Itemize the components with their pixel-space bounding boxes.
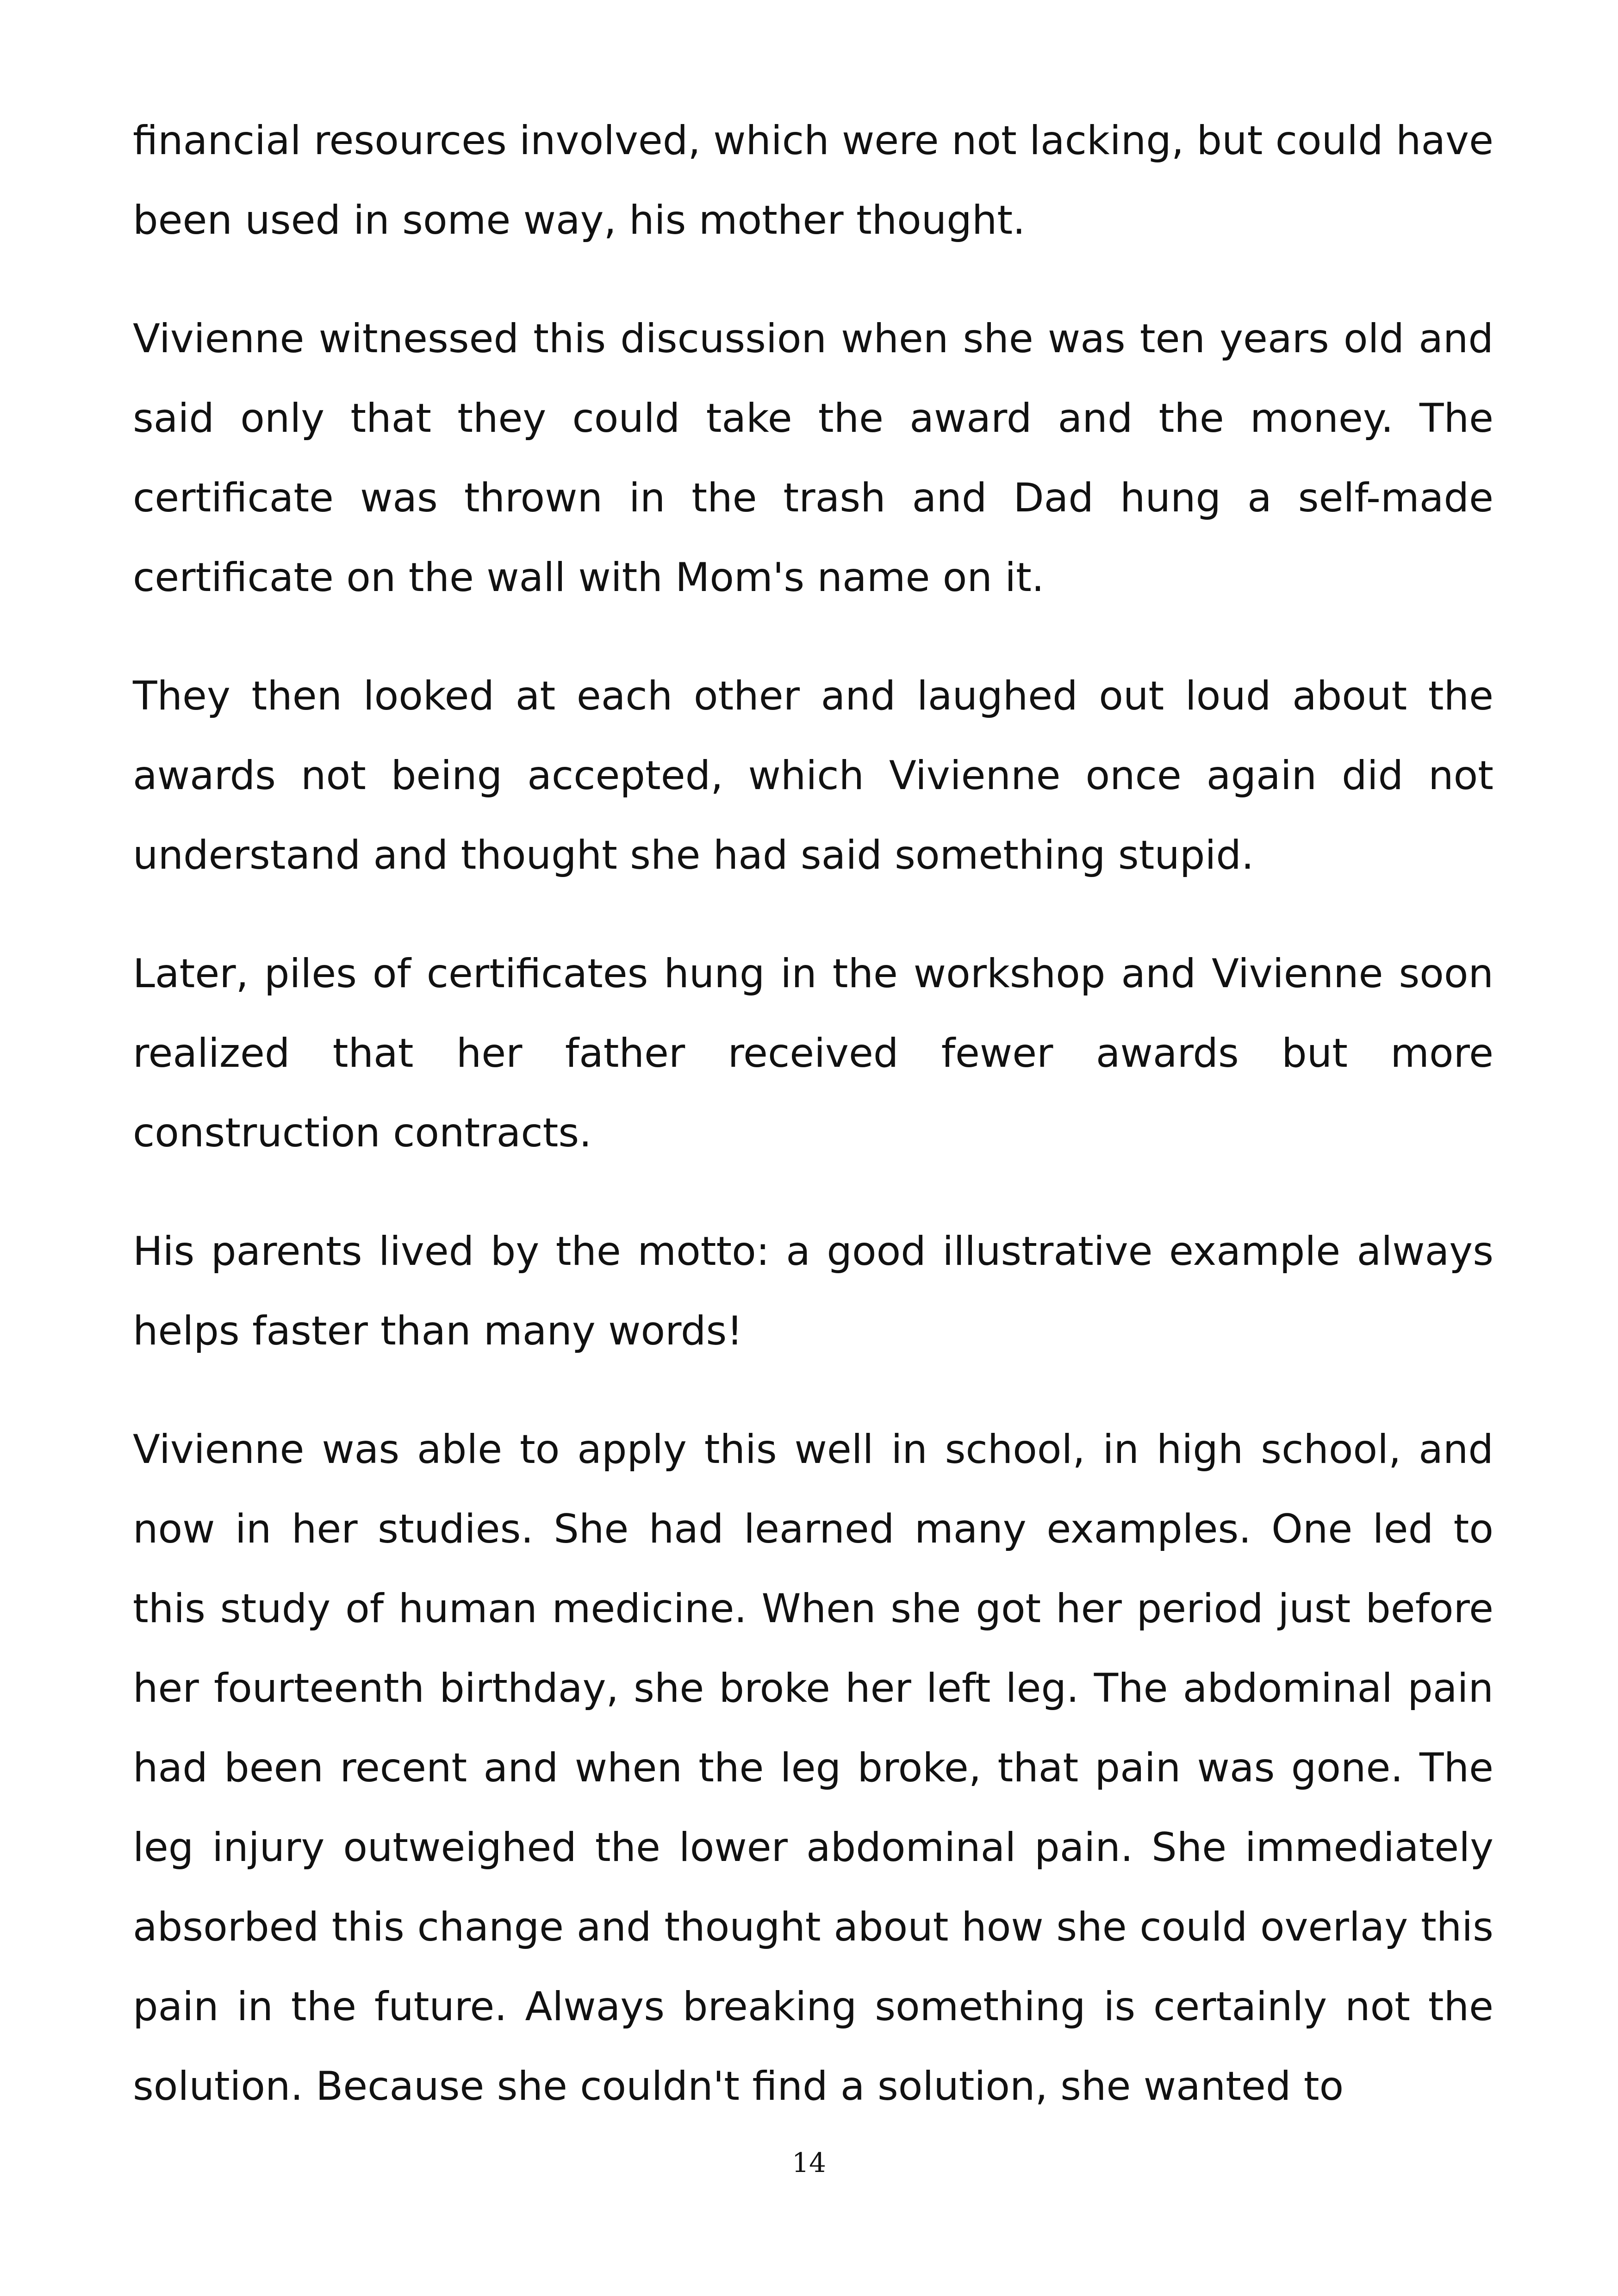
page-number: 14 [792,2147,826,2178]
body-text [133,101,1494,2126]
paragraph-2: Vivienne witnessed this discussion when she was ten years old and said only that they could take the award and the money. The certificate was thrown in the trash and Dad hung a self-made certificate on the wall with Mom's name on it. [133,316,1494,601]
paragraph-3: They then looked at each other and laughed out loud about the awards not being accepted, which Vivienne once again did not understand and thought she had said something stupid. [133,673,1494,878]
paragraph-4: Later, piles of certificates hung in the workshop and Vivienne soon realized that her father received fewer awards but more construction contracts. [133,951,1494,1156]
paragraph-6: Vivienne was able to apply this well in school, in high school, and now in her studies. She had learned many examples. One led to this study of human medicine. When she got her period just before her fourteenth birthday, she broke her left leg. The abdominal pain had been recent and when the leg broke, that pain was gone. The leg injury outweighed the lower abdominal pain. She immediately absorbed this change and thought about how she could overlay this pain in the future. Always breaking something is certainly not the solution. Because she couldn't find a solution, she wanted to [133,1426,1494,2109]
paragraph-1: financial resources involved, which were not lacking, but could have been used in some way, his mother thought. [133,118,1494,243]
paragraph-5: His parents lived by the motto: a good illustrative example always helps faster than many words! [133,1228,1494,1354]
